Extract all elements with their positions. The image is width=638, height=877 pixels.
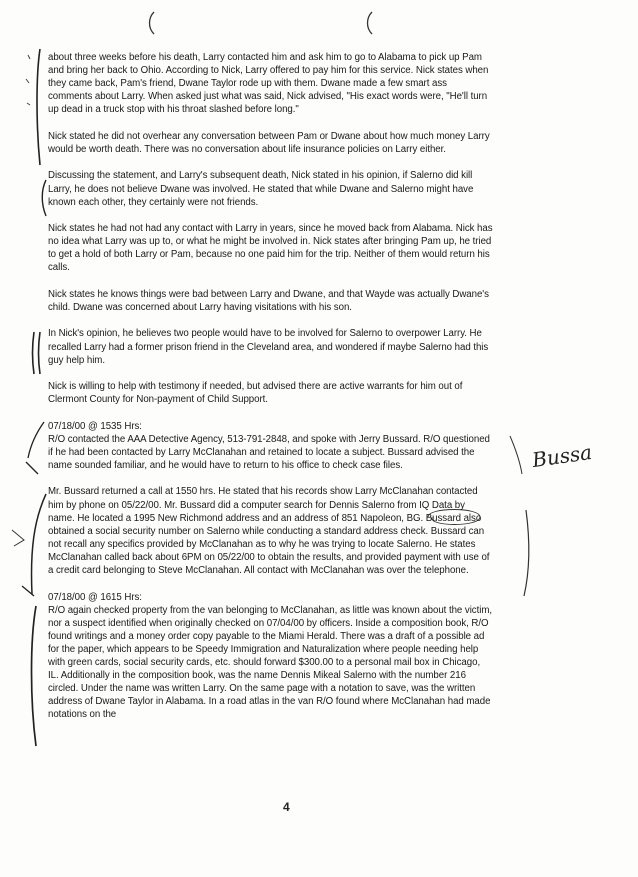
margin-bracket-3 — [20, 418, 50, 478]
margin-bracket-4 — [8, 490, 50, 602]
paragraph-7: Nick is willing to help with testimony if needed, but advised there are active warrants for him out of Clermont County for Non-payment of Child Support. — [48, 381, 463, 406]
paragraph-aaa-detective: R/O contacted the AAA Detective Agency, 513-791-2848, and spoke with Jerry Bussard. R/O questioned if he had been contacted by Larry McClanahan and retained to locate a subject. Bussard advised the name sounded familiar, and he would have to return to his office to check case files. — [48, 433, 490, 471]
handwritten-margin-note: Bussa — [530, 439, 594, 473]
entry-heading-1535: 07/18/00 @ 1535 Hrs: — [48, 420, 142, 432]
paragraph-3: Discussing the statement, and Larry's subsequent death, Nick stated in his opinion, if Salerno did kill Larry, he does not believe Dwane was involved. He stated that while Dwane and Salerno might have known each other, they certainly were not friends. — [48, 170, 474, 208]
margin-bracket-5 — [18, 600, 44, 750]
margin-double-bar — [28, 330, 48, 376]
paragraph-van-property: R/O again checked property from the van belonging to McClanahan, as little was known about the victim, nor a suspect identified when originally checked on 07/04/00 by officers. Inside a composition book, R/O found writings and a money order copy payable to the Miami Herald. There was a draft of a possible ad for the paper, which appears to be Speedy Immigration and Naturalization where people needing help with green cards, social security cards, etc. should forward $300.00 to a personal mail box in Chicago, IL. Additionally in the composition book, was the name Dennis Mikeal Salerno with the number 216 circled. Under the name was written Larry. On the same page with a notation to save, was the written address of Dwane Taylor in Alabama. In a road atlas in the van R/O found where McClanahan had made notations on the — [48, 604, 492, 721]
report-body — [48, 51, 493, 735]
paragraph-6: In Nick's opinion, he believes two people would have to be involved for Salerno to overpower Larry. He recalled Larry had a former prison friend in the Cleveland area, and wondered if maybe Salerno had this guy help him. — [48, 328, 489, 366]
paragraph-1: about three weeks before his death, Larry contacted him and ask him to go to Alabama to pick up Pam and bring her back to Ohio. According to Nick, Larry offered to pay him for this service. Nick states when they came back, Pam's friend, Dwane Taylor rode up with them. Dwane made a few smart ass comments about Larry. When asked just what was said, Nick advised, "His exact words were, "He'll turn up dead in a truck stop with his throat slashed before long." — [48, 52, 489, 116]
top-handwriting-marks — [140, 8, 380, 38]
page-number-mark: 4 — [283, 800, 290, 814]
paragraph-4: Nick states he had not had any contact with Larry in years, since he moved back from Alabama. Nick has no idea what Larry was up to, or what he might be involved in. Nick states after bringing Pam up, he tried to get a hold of both Larry or Pam, because no one paid him for the trip. Neither of them would return his calls. — [48, 223, 493, 274]
margin-bracket-1 — [18, 45, 48, 170]
paragraph-2: Nick stated he did not overhear any conversation between Pam or Dwane about how much money Larry would be worth death. There was no conversation about life insurance policies on Larry either. — [48, 130, 490, 155]
entry-heading-1615: 07/18/00 @ 1615 Hrs: — [48, 591, 142, 603]
paragraph-bussard-return: Mr. Bussard returned a call at 1550 hrs. He stated that his records show Larry McClanahan contacted him by phone on 05/22/00. Mr. Bussard did a computer search for Dennis Salerno from IQ Data by name. He located a 1995 New Richmond address and an address of 851 Napoleon, BG. Bussard also obtained a social security number on Salerno while conducting a standard address check. Bussard can not recall any specifics provided by McClanahan as to why he was trying to locate Salerno. He states McClanahan called back about 6PM on 05/22/00 to obtain the results, and provided payment with use of a credit card belonging to Steve McClanahan. All contact with McClanahan was over the telephone. — [48, 486, 490, 577]
paragraph-5: Nick states he knows things were bad between Larry and Dwane, and that Wayde was actually Dwane's child. Dwane was concerned about Larry having visitations with his son. — [48, 288, 489, 313]
